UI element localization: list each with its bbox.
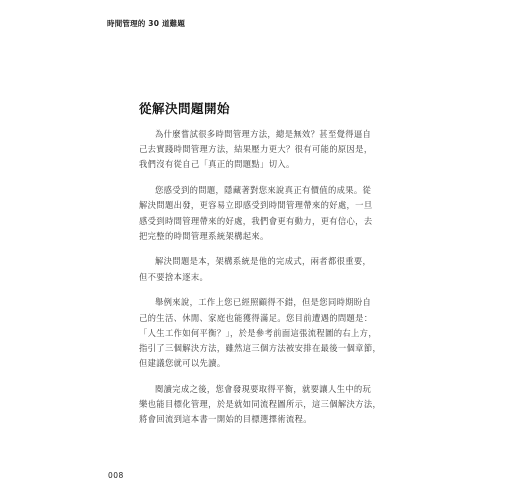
text-line: 舉例來說，工作上您已經照顧得不錯，但是您同時期盼自 — [155, 297, 372, 308]
text-line: 「人生工作如何平衡？」，於是參考前面這張流程圖的右上方， — [139, 327, 377, 338]
text-line: 您感受到的問題，隱藏著對您來說真正有價值的成果。從 — [155, 185, 372, 196]
text-line: 將會回流到這本書一開始的目標選擇術流程。 — [139, 414, 312, 425]
text-line: 指引了三個解決方法，雖然這三個方法被安排在最後一個章節， — [139, 342, 382, 353]
section-title: 從解決問題開始 — [139, 101, 231, 116]
running-header: 時間管理的 30 道難題 — [107, 19, 186, 28]
text-line: 己去實踐時間管理方法，結果壓力更大？很有可能的原因是， — [139, 144, 373, 155]
paragraph — [139, 183, 383, 244]
paragraph — [139, 295, 383, 371]
text-line: 為什麼嘗試很多時間管理方法，總是無效？甚至覺得逼自 — [155, 129, 372, 139]
page-number: 008 — [108, 471, 124, 480]
text-line: 解決問題出發，更容易立即感受到時間管理帶來的好處，一旦 — [139, 200, 373, 211]
text-line: 樂也能目標化管理，於是就如同流程圖所示，這三個解決方法， — [139, 399, 382, 410]
text-line: 感受到時間管理帶來的好處，我們會更有動力，更有信心，去 — [139, 215, 373, 226]
paragraph — [139, 127, 383, 173]
paragraph — [139, 382, 383, 428]
text-line: 解決問題是本，架構系統是他的完成式，兩者都很重要， — [155, 256, 372, 267]
text-line: 我們沒有從自己「真正的問題點」切入。 — [139, 159, 295, 170]
text-line: 閱讀完成之後，您會發現要取得平衡，就要讓人生中的玩 — [155, 383, 372, 394]
text-line: 把完整的時間管理系統架構起來。 — [139, 230, 269, 241]
paragraph — [139, 254, 383, 284]
text-line: 但建議您就可以先讀。 — [139, 358, 226, 369]
text-line: 己的生活、休閒、家庭也能獲得滿足。您目前遭遇的問題是： — [139, 312, 373, 323]
text-line: 但不要捨本逐末。 — [139, 271, 209, 282]
body-text — [139, 127, 383, 438]
